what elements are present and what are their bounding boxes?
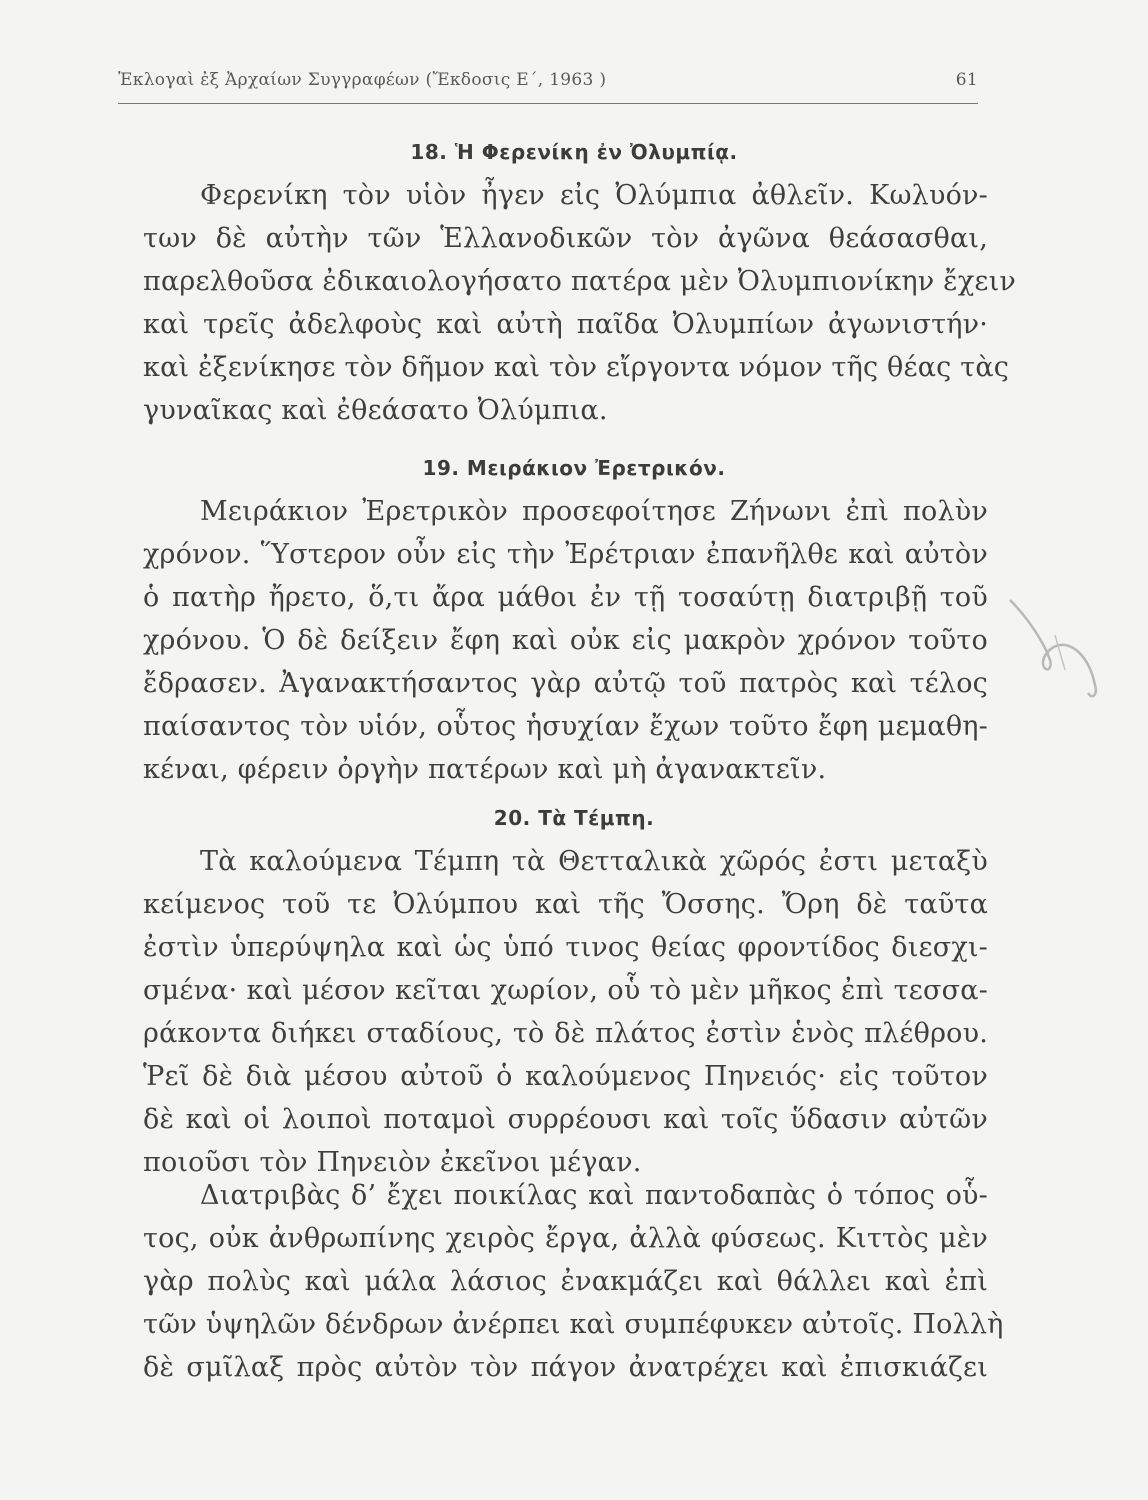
text-line: Φερενίκη τὸν υἱὸν ἦγεν εἰς Ὀλύμπια ἀθλεῖν. Κωλυόν- [200, 180, 988, 211]
text-line: κείμενος τοῦ τε Ὀλύμπου καὶ τῆς Ὄσσης. Ὄρη δὲ ταῦτα [143, 889, 988, 920]
text-line: Μειράκιον Ἐρετρικὸν προσεφοίτησε Ζήνωνι ἐπὶ πολὺν [200, 496, 988, 527]
section-heading-18: 18. Ἡ Φερενίκη ἐν Ὀλυμπίᾳ. [410, 140, 738, 164]
section-19-paragraph [143, 496, 988, 801]
text-line: καὶ τρεῖς ἀδελφοὺς καὶ αὐτὴ παῖδα Ὀλυμπίων ἀγωνιστήν· [143, 309, 988, 340]
text-line: Ῥεῖ δὲ διὰ μέσου αὐτοῦ ὁ καλούμενος Πηνειός· εἰς τοῦτον [143, 1061, 988, 1092]
text-line: δὲ σμῖλαξ πρὸς αὐτὸν τὸν πάγον ἀνατρέχει καὶ ἐπισκιάζει [143, 1352, 988, 1383]
text-line: Τὰ καλούμενα Τέμπη τὰ Θετταλικὰ χῶρός ἐστι μεταξὺ [200, 846, 988, 877]
section-heading-19: 19. Μειράκιον Ἐρετρικόν. [422, 456, 726, 480]
pencil-annotation-mark [1000, 575, 1120, 715]
text-line: Διατριβὰς δ’ ἔχει ποικίλας καὶ παντοδαπὰς ὁ τόπος οὗ- [200, 1180, 988, 1211]
running-header [118, 66, 978, 102]
text-line: παρελθοῦσα ἐδικαιολογήσατο πατέρα μὲν Ὀλυμπιονίκην ἔχειν [143, 266, 1017, 297]
text-line: ὁ πατὴρ ἤρετο, ὅ,τι ἄρα μάθοι ἐν τῇ τοσαύτῃ διατριβῇ τοῦ [143, 582, 988, 613]
section-heading-20: 20. Τὰ Τέμπη. [493, 806, 655, 830]
header-rule [118, 103, 978, 104]
text-line: τῶν ὑψηλῶν δένδρων ἀνέρπει καὶ συμπέφυκεν αὐτοῖς. Πολλὴ [143, 1309, 1004, 1340]
running-header-title: Ἐκλογαὶ ἐξ Ἀρχαίων Συγγραφέων (Ἔκδοσις Ε΄, 1963 ) [118, 70, 607, 90]
section-20-paragraph-2 [143, 1180, 1004, 1410]
text-line: ράκοντα διήκει σταδίους, τὸ δὲ πλάτος ἐστὶν ἑνὸς πλέθρου. [143, 1018, 988, 1049]
text-line: γυναῖκας καὶ ἐθεάσατο Ὀλύμπια. [143, 395, 608, 426]
text-line: σμένα· καὶ μέσον κεῖται χωρίον, οὗ τὸ μὲν μῆκος ἐπὶ τεσσα- [143, 975, 988, 1006]
text-line: των δὲ αὐτὴν τῶν Ἑλλανοδικῶν τὸν ἀγῶνα θεάσασθαι, [143, 223, 988, 254]
text-line: γὰρ πολὺς καὶ μάλα λάσιος ἐνακμάζει καὶ θάλλει καὶ ἐπὶ [143, 1266, 988, 1297]
text-line: κέναι, φέρειν ὀργὴν πατέρων καὶ μὴ ἀγανακτεῖν. [143, 754, 827, 785]
section-18-paragraph [143, 180, 1017, 440]
text-line: τος, οὐκ ἀνθρωπίνης χειρὸς ἔργα, ἀλλὰ φύσεως. Κιττὸς μὲν [143, 1223, 988, 1254]
page-number: 61 [955, 70, 978, 90]
text-line: ἐστὶν ὑπερύψηλα καὶ ὡς ὑπό τινος θείας φροντίδος διεσχι- [143, 932, 988, 963]
text-line: δὲ καὶ οἱ λοιποὶ ποταμοὶ συρρέουσι καὶ τοῖς ὕδασιν αὐτῶν [143, 1104, 988, 1135]
text-line: ἔδρασεν. Ἀγανακτήσαντος γὰρ αὐτῷ τοῦ πατρὸς καὶ τέλος [143, 668, 988, 699]
text-line: χρόνον. Ὕστερον οὖν εἰς τὴν Ἐρέτριαν ἐπανῆλθε καὶ αὐτὸν [143, 539, 988, 570]
section-20-paragraph-1 [143, 846, 988, 1186]
text-line: παίσαντος τὸν υἱόν, οὗτος ἡσυχίαν ἔχων τοῦτο ἔφη μεμαθη- [143, 711, 988, 742]
text-line: καὶ ἐξενίκησε τὸν δῆμον καὶ τὸν εἴργοντα νόμον τῆς θέας τὰς [143, 352, 1010, 383]
text-line: ποιοῦσι τὸν Πηνειὸν ἐκεῖνοι μέγαν. [143, 1147, 642, 1178]
text-line: χρόνου. Ὁ δὲ δείξειν ἔφη καὶ οὐκ εἰς μακρὸν χρόνον τοῦτο [143, 625, 988, 656]
